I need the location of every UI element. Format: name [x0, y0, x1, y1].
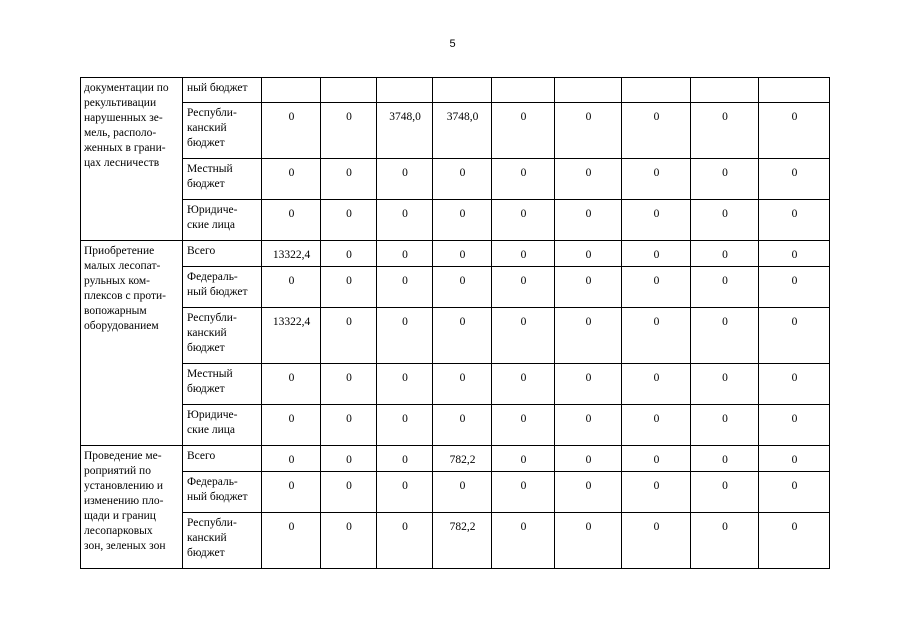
value-cell: 0 [433, 200, 492, 241]
measure-name-cell [81, 446, 183, 569]
funding-source-line: ские лица [187, 219, 235, 231]
value-cell: 0 [262, 513, 321, 569]
value-cell: 0 [759, 405, 830, 446]
funding-source-line: Федераль- [187, 476, 238, 488]
value-cell: 0 [433, 308, 492, 364]
value-cell: 0 [622, 159, 691, 200]
value-cell [492, 78, 555, 103]
funding-source-line: Республи- [187, 517, 237, 529]
value-cell [321, 78, 377, 103]
value-cell: 0 [759, 200, 830, 241]
value-cell: 13322,4 [262, 241, 321, 267]
value-cell: 13322,4 [262, 308, 321, 364]
value-cell: 0 [691, 200, 759, 241]
budget-table [80, 77, 830, 569]
table-row [81, 405, 830, 446]
value-cell: 0 [433, 405, 492, 446]
value-cell: 0 [759, 241, 830, 267]
value-cell: 0 [492, 267, 555, 308]
value-cell: 0 [555, 472, 622, 513]
table-row [81, 200, 830, 241]
measure-name-line: щади и границ [84, 510, 156, 522]
value-cell: 0 [691, 513, 759, 569]
measure-name-line: рульных ком- [84, 275, 150, 287]
funding-source-line: Местный [187, 163, 233, 175]
value-cell: 0 [555, 159, 622, 200]
value-cell: 0 [759, 446, 830, 472]
measure-name-line: документации по [84, 82, 169, 94]
value-cell: 0 [262, 267, 321, 308]
funding-source-line: ный бюджет [187, 491, 248, 503]
funding-source-line: Всего [187, 245, 216, 257]
value-cell: 0 [321, 308, 377, 364]
value-cell: 0 [555, 103, 622, 159]
funding-source-cell [183, 446, 262, 472]
value-cell: 0 [321, 103, 377, 159]
value-cell: 0 [433, 472, 492, 513]
value-cell: 0 [622, 200, 691, 241]
funding-source-cell [183, 78, 262, 103]
value-cell: 0 [691, 446, 759, 472]
funding-source-line: бюджет [187, 137, 225, 149]
funding-source-cell [183, 308, 262, 364]
funding-source-line: Юридиче- [187, 204, 238, 216]
funding-source-cell [183, 241, 262, 267]
value-cell: 0 [377, 364, 433, 405]
value-cell [759, 78, 830, 103]
table-row [81, 308, 830, 364]
funding-source-line: Всего [187, 450, 216, 462]
table-row [81, 513, 830, 569]
value-cell: 0 [622, 405, 691, 446]
table-row [81, 472, 830, 513]
value-cell: 0 [555, 446, 622, 472]
measure-name-line: установлению и [84, 480, 164, 492]
value-cell: 0 [691, 103, 759, 159]
value-cell: 0 [622, 513, 691, 569]
value-cell: 0 [262, 103, 321, 159]
table-row [81, 78, 830, 103]
value-cell: 3748,0 [433, 103, 492, 159]
value-cell: 0 [377, 513, 433, 569]
value-cell: 0 [377, 159, 433, 200]
value-cell: 0 [555, 200, 622, 241]
funding-source-cell [183, 159, 262, 200]
measure-name-line: женных в грани- [84, 142, 166, 154]
value-cell: 782,2 [433, 446, 492, 472]
measure-name-line: оборудованием [84, 320, 159, 332]
measure-name-line: изменению пло- [84, 495, 164, 507]
funding-source-line: бюджет [187, 547, 225, 559]
measure-name-cell [81, 241, 183, 446]
measure-name-line: нарушенных зе- [84, 112, 163, 124]
value-cell: 0 [377, 267, 433, 308]
value-cell: 0 [492, 308, 555, 364]
table-row [81, 159, 830, 200]
funding-source-line: бюджет [187, 178, 225, 190]
funding-source-line: Федераль- [187, 271, 238, 283]
value-cell: 0 [622, 472, 691, 513]
funding-source-cell [183, 364, 262, 405]
page-number: 5 [449, 38, 456, 50]
value-cell: 0 [492, 405, 555, 446]
value-cell: 0 [759, 513, 830, 569]
measure-name-line: зон, зеленых зон [84, 540, 166, 552]
value-cell: 0 [321, 405, 377, 446]
value-cell: 0 [555, 241, 622, 267]
value-cell: 0 [691, 308, 759, 364]
measure-name-line: Приобретение [84, 245, 155, 257]
funding-source-line: Республи- [187, 312, 237, 324]
funding-source-line: канский [187, 122, 227, 134]
value-cell: 0 [622, 267, 691, 308]
value-cell: 0 [622, 308, 691, 364]
value-cell: 0 [492, 200, 555, 241]
value-cell: 0 [622, 103, 691, 159]
value-cell: 0 [492, 159, 555, 200]
measure-name-line: мель, располо- [84, 127, 157, 139]
funding-source-line: бюджет [187, 342, 225, 354]
value-cell [691, 78, 759, 103]
measure-name-line: лесопарковых [84, 525, 153, 537]
value-cell: 0 [262, 405, 321, 446]
value-cell: 0 [321, 200, 377, 241]
value-cell: 0 [262, 446, 321, 472]
value-cell: 0 [492, 446, 555, 472]
measure-name-cell [81, 78, 183, 241]
value-cell [377, 78, 433, 103]
value-cell: 0 [555, 405, 622, 446]
value-cell: 0 [555, 364, 622, 405]
value-cell: 0 [555, 513, 622, 569]
value-cell: 0 [691, 159, 759, 200]
value-cell: 0 [262, 364, 321, 405]
value-cell: 0 [691, 405, 759, 446]
value-cell: 0 [691, 241, 759, 267]
value-cell: 0 [555, 308, 622, 364]
measure-name-line: малых лесопат- [84, 260, 161, 272]
value-cell: 0 [691, 267, 759, 308]
value-cell: 0 [492, 241, 555, 267]
value-cell: 0 [321, 513, 377, 569]
value-cell: 0 [377, 200, 433, 241]
measure-name-line: цах лесничеств [84, 157, 160, 169]
value-cell: 0 [759, 308, 830, 364]
value-cell: 0 [377, 472, 433, 513]
value-cell [622, 78, 691, 103]
measure-name-line: роприятий по [84, 465, 151, 477]
value-cell: 0 [759, 267, 830, 308]
measure-name-line: вопожарным [84, 305, 147, 317]
value-cell: 0 [492, 103, 555, 159]
value-cell: 0 [759, 472, 830, 513]
value-cell: 0 [691, 364, 759, 405]
table-row [81, 267, 830, 308]
value-cell: 0 [377, 241, 433, 267]
funding-source-cell [183, 200, 262, 241]
funding-source-line: Республи- [187, 107, 237, 119]
value-cell: 0 [433, 267, 492, 308]
value-cell: 0 [321, 267, 377, 308]
value-cell: 0 [759, 103, 830, 159]
value-cell: 0 [262, 200, 321, 241]
value-cell: 0 [321, 446, 377, 472]
value-cell: 0 [691, 472, 759, 513]
funding-source-cell [183, 513, 262, 569]
value-cell: 0 [433, 159, 492, 200]
value-cell: 0 [377, 405, 433, 446]
value-cell: 0 [622, 241, 691, 267]
funding-source-cell [183, 103, 262, 159]
funding-source-line: Юридиче- [187, 409, 238, 421]
value-cell [433, 78, 492, 103]
funding-source-line: бюджет [187, 383, 225, 395]
value-cell: 0 [433, 364, 492, 405]
table-row [81, 364, 830, 405]
value-cell: 782,2 [433, 513, 492, 569]
value-cell: 0 [622, 364, 691, 405]
value-cell: 0 [555, 267, 622, 308]
funding-source-cell [183, 267, 262, 308]
value-cell: 0 [377, 446, 433, 472]
value-cell: 0 [759, 364, 830, 405]
table-row [81, 241, 830, 267]
value-cell: 0 [321, 364, 377, 405]
value-cell [262, 78, 321, 103]
table-row [81, 103, 830, 159]
funding-source-line: ские лица [187, 424, 235, 436]
value-cell: 0 [377, 308, 433, 364]
value-cell: 0 [321, 241, 377, 267]
value-cell: 0 [433, 241, 492, 267]
value-cell: 0 [262, 159, 321, 200]
value-cell: 0 [492, 472, 555, 513]
value-cell: 0 [262, 472, 321, 513]
funding-source-cell [183, 405, 262, 446]
funding-source-line: канский [187, 327, 227, 339]
funding-source-cell [183, 472, 262, 513]
value-cell: 0 [759, 159, 830, 200]
value-cell [555, 78, 622, 103]
measure-name-line: плексов с проти- [84, 290, 166, 302]
table-body [81, 78, 830, 569]
funding-source-line: Местный [187, 368, 233, 380]
funding-source-line: канский [187, 532, 227, 544]
table-row [81, 446, 830, 472]
measure-name-line: Проведение ме- [84, 450, 162, 462]
measure-name-line: рекультивации [84, 97, 157, 109]
value-cell: 0 [321, 159, 377, 200]
value-cell: 0 [622, 446, 691, 472]
funding-source-line: ный бюджет [187, 82, 248, 94]
value-cell: 0 [492, 513, 555, 569]
value-cell: 3748,0 [377, 103, 433, 159]
value-cell: 0 [492, 364, 555, 405]
value-cell: 0 [321, 472, 377, 513]
funding-source-line: ный бюджет [187, 286, 248, 298]
